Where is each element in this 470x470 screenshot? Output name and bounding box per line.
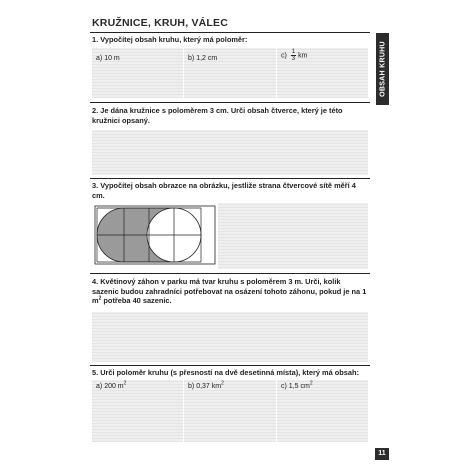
- question-3: 3. Vypočítej obsah obrazce na obrázku, jestliže strana čtvercové sítě měří 4 cm.: [92, 181, 356, 200]
- option-value: 10 m: [104, 55, 120, 62]
- option-5b: [188, 380, 224, 390]
- option-letter: a): [96, 55, 103, 62]
- option-5c: [281, 380, 313, 390]
- fraction-numerator: 1: [291, 49, 296, 55]
- option-1c: [281, 49, 307, 62]
- superscript: 2: [221, 380, 224, 387]
- answer-area-4[interactable]: [92, 312, 368, 362]
- superscript: 2: [309, 380, 313, 387]
- answer-area-1[interactable]: [92, 48, 368, 98]
- divider: [90, 102, 370, 103]
- option-1a: [96, 55, 120, 62]
- side-tab: [376, 33, 389, 105]
- page-number: 11: [375, 448, 389, 460]
- option-value: 1,5 cm: [288, 383, 310, 390]
- question-1: 1. Vypočítej obsah kruhu, který má poloměr:: [92, 35, 248, 44]
- divider: [90, 178, 370, 179]
- column-separator: [276, 380, 277, 442]
- answer-area-3[interactable]: [218, 203, 368, 269]
- answer-area-2[interactable]: [92, 130, 368, 175]
- option-letter: b): [188, 55, 195, 62]
- column-separator: [183, 380, 184, 442]
- option-letter: b): [188, 383, 195, 390]
- option-letter: a): [96, 383, 103, 390]
- option-letter: c): [281, 52, 287, 60]
- question-2: 2. Je dána kružnice s poloměrem 3 cm. Urči obsah čtverce, který je této kružnici opsaný.: [92, 106, 343, 125]
- fraction: [291, 49, 296, 62]
- question-4-text-end: potřeba 40 sazenic.: [101, 296, 172, 305]
- side-tab-label: OBSAH KRUHU: [379, 41, 386, 97]
- answer-area-5[interactable]: [92, 380, 368, 442]
- option-5a: [96, 380, 127, 390]
- column-separator: [183, 48, 184, 98]
- column-separator: [276, 48, 277, 98]
- option-value: 200 m: [104, 383, 124, 390]
- divider: [90, 32, 370, 33]
- page-title: KRUŽNICE, KRUH, VÁLEC: [92, 17, 229, 29]
- option-letter: c): [281, 383, 287, 390]
- option-value: 0,37 km: [196, 383, 222, 390]
- superscript: 2: [98, 295, 102, 302]
- divider: [90, 273, 370, 274]
- superscript: 2: [123, 380, 127, 387]
- option-1b: [188, 55, 217, 62]
- option-value: 1,2 cm: [196, 55, 218, 62]
- fraction-denominator: 3: [291, 56, 296, 62]
- question-4: [92, 277, 368, 306]
- question-4-text: 4. Květinový záhon v parku má tvar kruhu s poloměrem 3 m. Urči, kolik sazenic budou zahradníci potřebovat na osázení tohoto záhonu, pokud je na 1 m: [92, 277, 367, 305]
- option-unit: km: [298, 52, 308, 60]
- question-5: 5. Urči poloměr kruhu (s přesností na dvě desetinná místa), který má obsah:: [92, 368, 359, 377]
- composite-shape-figure: [94, 205, 216, 265]
- divider: [90, 365, 370, 366]
